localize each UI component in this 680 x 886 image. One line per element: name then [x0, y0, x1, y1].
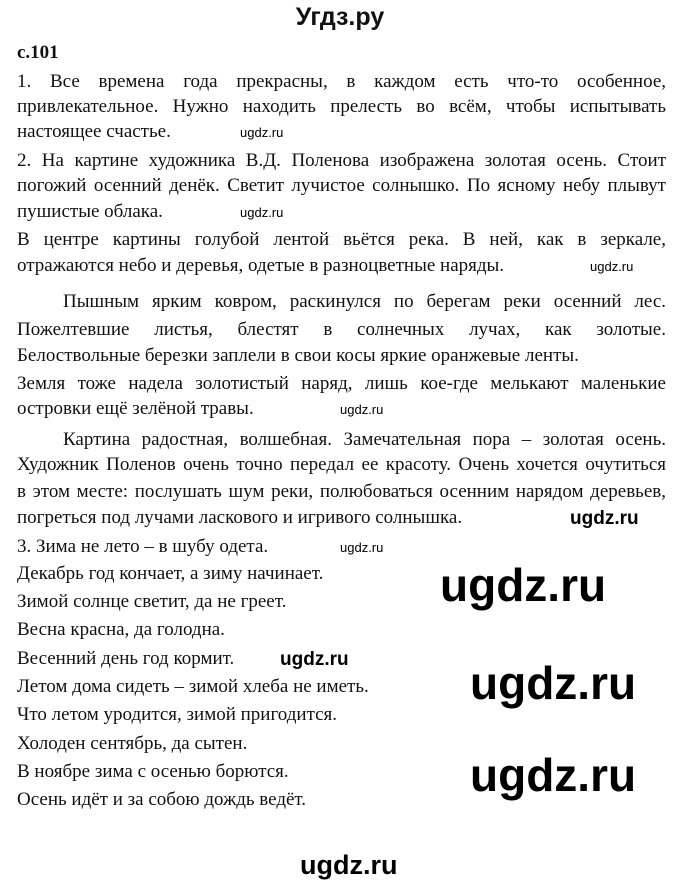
proverb-line: Что летом уродится, зимой пригодится.	[17, 704, 338, 725]
watermark: ugdz.ru	[440, 559, 607, 611]
site-title: Угдз.ру	[295, 3, 385, 31]
text-line: пушистые облака.	[17, 201, 163, 222]
watermark: ugdz.ru	[470, 657, 637, 709]
proverb-line: В ноябре зима с осенью борются.	[17, 761, 289, 782]
text-line: Картина радостная, волшебная. Замечательная пора – золотая осень.	[63, 429, 666, 450]
proverb-line: Летом дома сидеть – зимой хлеба не иметь.	[17, 676, 369, 697]
proverb-line: Осень идёт и за собою дождь ведёт.	[17, 789, 307, 810]
text-line: 2. На картине художника В.Д. Поленова изображена золотая осень. Стоит	[17, 150, 666, 171]
text-line: в этом месте: послушать шум реки, полюбоваться осенним нарядом деревьев,	[17, 481, 666, 502]
watermark: ugdz.ru	[340, 540, 384, 555]
text-line: Пожелтевшие листья, блестят в солнечных лучах, как золотые.	[17, 319, 666, 340]
proverb-line: Весенний день год кормит.	[17, 648, 235, 669]
proverb-line: Декабрь год кончает, а зиму начинает.	[17, 563, 324, 584]
text-line: 3. Зима не лето – в шубу одета.	[17, 536, 269, 557]
proverb-line: Холоден сентябрь, да сытен.	[17, 733, 248, 754]
watermark: ugdz.ru	[300, 850, 398, 880]
text-line: погожий осенний денёк. Светит лучистое солнышко. По ясному небу плывут	[17, 175, 666, 196]
watermark: ugdz.ru	[590, 259, 634, 274]
text-line: Художник Поленов очень точно передал ее красоту. Очень хочется очутиться	[17, 454, 666, 475]
text-line: отражаются небо и деревья, одетые в разноцветные наряды.	[17, 255, 505, 276]
page-reference: с.101	[17, 42, 59, 63]
text-line: настоящее счастье.	[17, 121, 171, 142]
watermark: ugdz.ru	[240, 125, 284, 140]
text-line: погреться под лучами ласкового и игривого солнышка.	[17, 507, 463, 528]
text-line: островки ещё зелёной травы.	[17, 398, 254, 419]
proverb-line: Весна красна, да голодна.	[17, 619, 225, 640]
text-line: В центре картины голубой лентой вьётся река. В ней, как в зеркале,	[17, 229, 666, 250]
watermark: ugdz.ru	[280, 649, 349, 670]
watermark: ugdz.ru	[470, 749, 637, 801]
text-line: Земля тоже надела золотистый наряд, лишь кое-где мелькают маленькие	[17, 373, 666, 394]
text-line: привлекательное. Нужно находить прелесть во всём, чтобы испытывать	[17, 96, 666, 117]
proverb-line: Зимой солнце светит, да не греет.	[17, 591, 287, 612]
watermark: ugdz.ru	[570, 508, 639, 529]
text-line: Пышным ярким ковром, раскинулся по берегам реки осенний лес.	[63, 291, 666, 312]
text-line: 1. Все времена года прекрасны, в каждом есть что-то особенное,	[17, 71, 666, 92]
watermark: ugdz.ru	[340, 402, 384, 417]
text-line: Белоствольные березки заплели в свои косы яркие оранжевые ленты.	[17, 345, 579, 366]
watermark: ugdz.ru	[240, 205, 284, 220]
